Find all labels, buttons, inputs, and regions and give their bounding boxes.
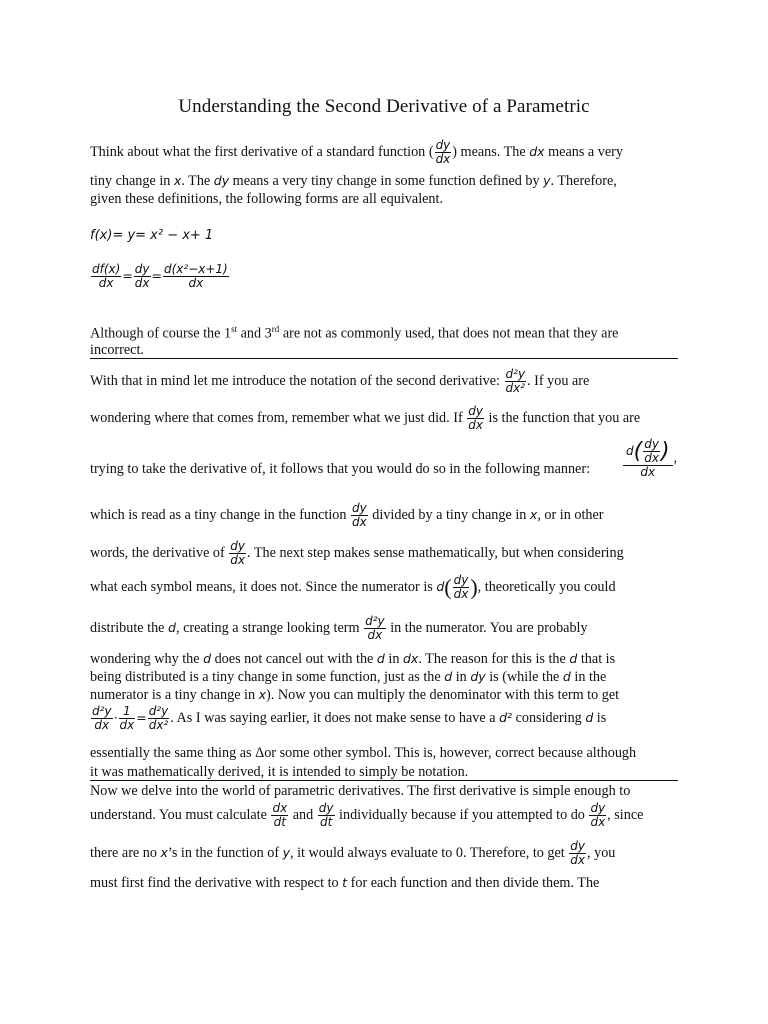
p1-line1: Think about what the first derivative of a standard function ( $\frac{dy}{dx}$ ) means. The dx means a very: [90, 138, 623, 166]
page-title: Understanding the Second Derivative of a Parametric: [178, 96, 590, 117]
p3-line3: trying to take the derivative of, it follows that you would do so in the following manner:: [90, 461, 591, 477]
p2-line2: incorrect.: [90, 342, 144, 358]
section-divider-2: [90, 780, 678, 781]
p3-line11: $\frac{\text{d²y}}{dx}$ · $\frac{1}{dx}$ = $\frac{\text{d²y}}{\text{dx²}}$ . As I was saying earlier, it does not make sense to have a d² considering d is: [92, 704, 607, 732]
p3-line13: it was mathematically derived, it is intended to simply be notation.: [90, 764, 469, 780]
p4-line4: must first find the derivative with respect to t for each function and then divide them. The: [90, 875, 600, 891]
p2-line1: Although of course the 1st and 3rd are not as commonly used, that does not mean that they are: [90, 324, 619, 342]
equation-equivalent-forms: $\frac{df(x)}{dx}$ = $\frac{dy}{dx}$ = $\frac{\text{d(x²−x+1)}}{dx}$: [92, 262, 228, 290]
dy-dx-fraction: $\frac{dy}{dx}$: [435, 138, 451, 166]
equation-function: f(x)= y= x² − x+ 1: [90, 228, 214, 243]
p3-line10: numerator is a tiny change in x). Now you can multiply the denominator with this term to get: [90, 687, 620, 703]
p3-line9: being distributed is a tiny change in some function, just as the d in dy is (while the d in the: [90, 669, 607, 685]
p1-line2: tiny change in x. The dy means a very tiny change in some function defined by y. Therefore,: [90, 173, 617, 189]
p4-line3: there are no x’s in the function of y, it would always evaluate to 0. Therefore, to get $\frac{dy}{dx}$ , you: [90, 839, 616, 867]
p1-line3: given these definitions, the following forms are all equivalent.: [90, 191, 444, 207]
nested-derivative-fraction: d( $\frac{dy}{dx}$ ) dx ,: [622, 438, 677, 479]
p4-line2: understand. You must calculate $\frac{dx}{dt}$ and $\frac{dy}{dt}$ individually because if you attempted to do $\frac{dy}{dx}$ , since: [90, 801, 644, 829]
p3-line4: which is read as a tiny change in the function $\frac{dy}{dx}$ divided by a tiny change in x, or in other: [90, 501, 604, 529]
p3-line8: wondering why the d does not cancel out with the d in dx. The reason for this is the d that is: [90, 651, 616, 667]
p3-line1: With that in mind let me introduce the notation of the second derivative: $\frac{\text{d²y}}{\text{dx²}}$ . If you are: [90, 367, 590, 395]
p3-line7: distribute the d, creating a strange looking term $\frac{\text{d²y}}{dx}$ in the numerator. You are probably: [90, 614, 588, 642]
p3-line6: what each symbol means, it does not. Since the numerator is d( $\frac{dy}{dx}$ ), theoretically you could: [90, 573, 616, 601]
p3-line2: wondering where that comes from, remember what we just did. If $\frac{dy}{dx}$ is the function that you are: [90, 404, 641, 432]
p4-line1: Now we delve into the world of parametric derivatives. The first derivative is simple enough to: [90, 783, 631, 799]
section-divider-1: [90, 358, 678, 359]
p3-line12: essentially the same thing as Δor some other symbol. This is, however, correct because although: [90, 745, 637, 761]
p3-line5: words, the derivative of $\frac{dy}{dx}$ . The next step makes sense mathematically, but when considering: [90, 539, 624, 567]
